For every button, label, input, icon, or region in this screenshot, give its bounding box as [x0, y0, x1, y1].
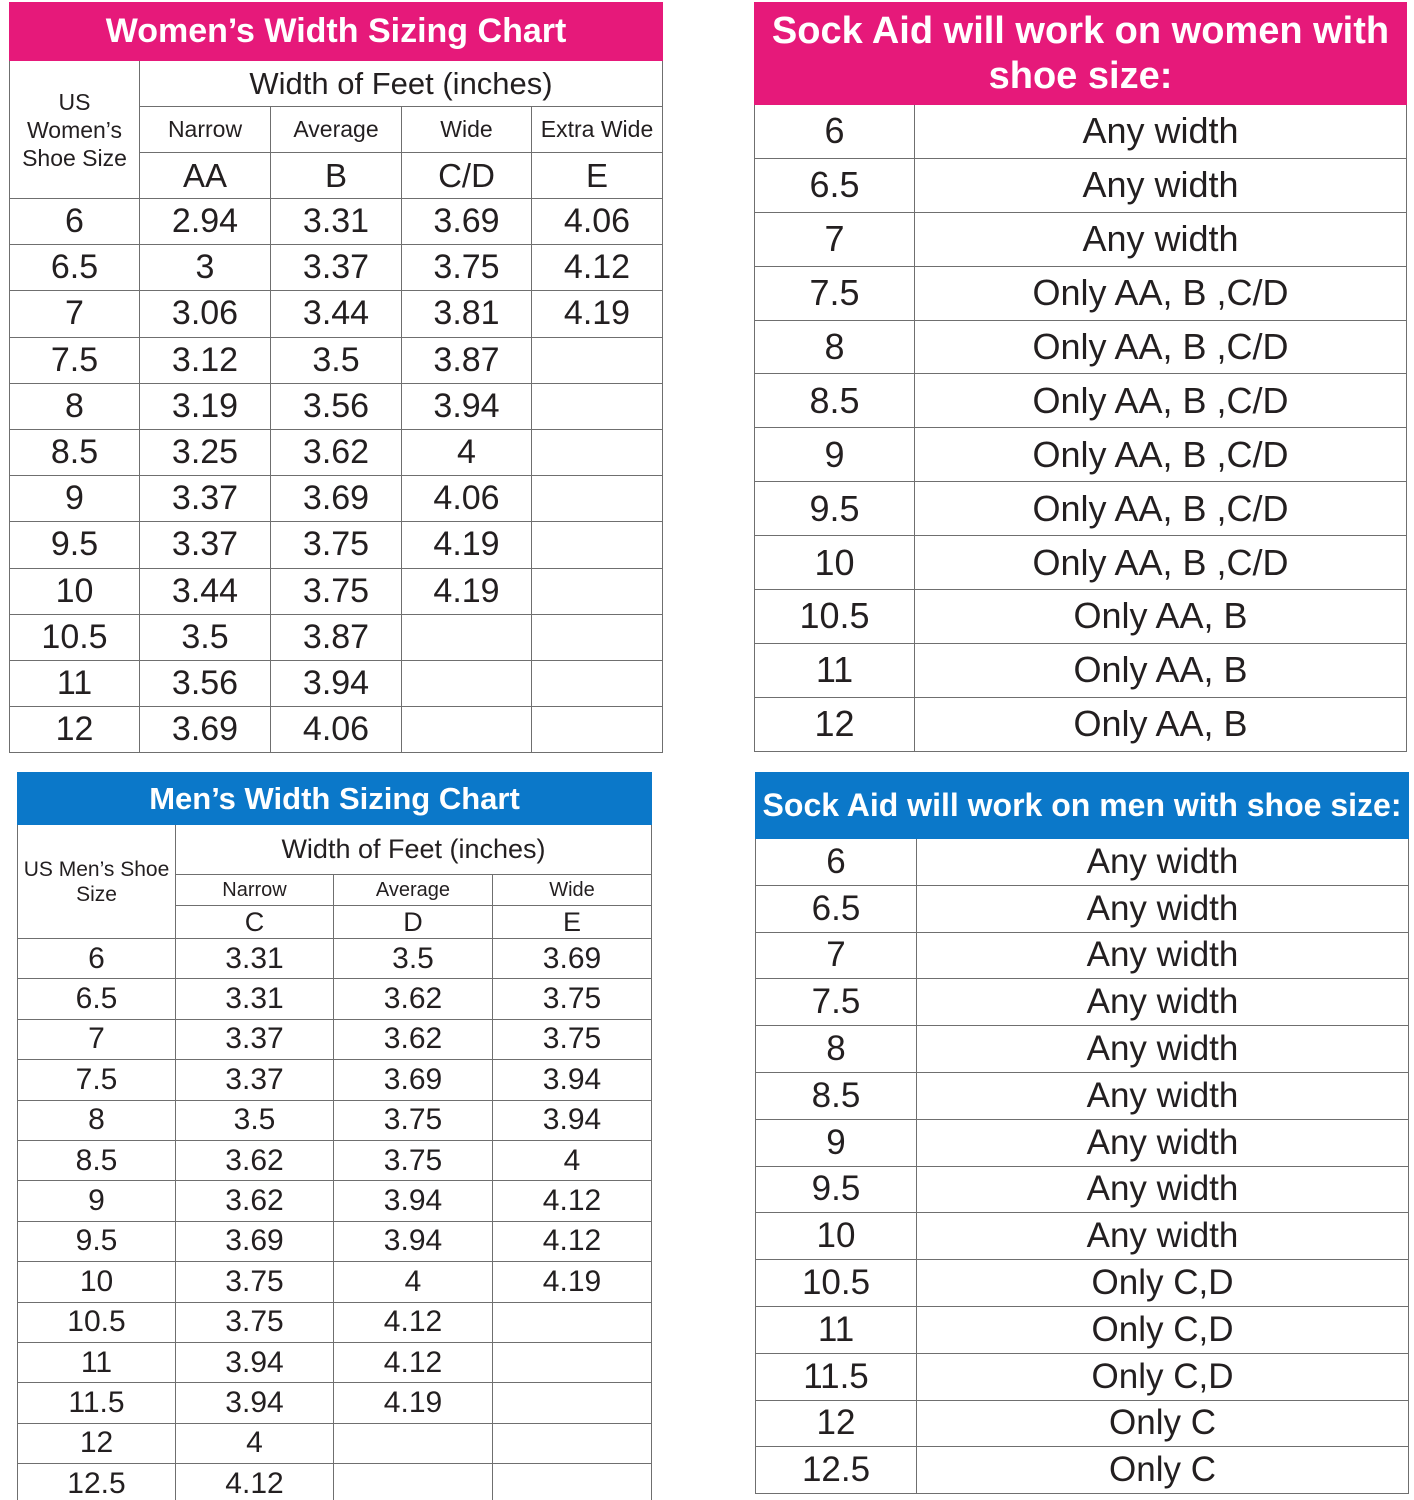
- value-cell: Any width: [917, 1026, 1409, 1073]
- size-cell: 9.5: [756, 1166, 917, 1213]
- size-cell: 8.5: [756, 1072, 917, 1119]
- value-cell: Any width: [915, 212, 1407, 266]
- value-cell: [532, 337, 663, 383]
- value-cell: Any width: [917, 932, 1409, 979]
- value-cell: [532, 383, 663, 429]
- value-cell: 3.75: [402, 245, 532, 291]
- womens-sock-row: [755, 266, 1407, 320]
- size-cell: 11.5: [756, 1353, 917, 1400]
- mens-sock-row: [756, 1166, 1409, 1213]
- value-cell: 3.75: [271, 568, 402, 614]
- value-cell: [532, 429, 663, 475]
- value-cell: 3.75: [493, 1019, 652, 1059]
- value-cell: 4: [493, 1140, 652, 1180]
- value-cell: 3.87: [271, 614, 402, 660]
- womens-letter-aa: AA: [140, 153, 271, 199]
- value-cell: [493, 1342, 652, 1382]
- value-cell: 3.5: [334, 939, 493, 979]
- value-cell: 3.94: [176, 1342, 334, 1382]
- value-cell: Only C,D: [917, 1260, 1409, 1307]
- womens-sock-aid-table: [754, 2, 1407, 752]
- value-cell: Only C: [917, 1447, 1409, 1494]
- womens-size-header: US Women’s Shoe Size: [10, 61, 140, 199]
- womens-category-wide: Wide: [402, 107, 532, 153]
- size-cell: 12.5: [18, 1464, 176, 1500]
- size-cell: 6: [756, 839, 917, 886]
- size-cell: 12.5: [756, 1447, 917, 1494]
- value-cell: 3.62: [334, 979, 493, 1019]
- womens-sock-row: [755, 590, 1407, 644]
- mens-letter-e: E: [493, 906, 652, 939]
- value-cell: 3.75: [493, 979, 652, 1019]
- size-cell: 9.5: [10, 522, 140, 568]
- size-cell: 8: [10, 383, 140, 429]
- value-cell: 3.75: [334, 1100, 493, 1140]
- value-cell: 3.19: [140, 383, 271, 429]
- mens-sock-row: [756, 979, 1409, 1026]
- value-cell: 3: [140, 245, 271, 291]
- size-cell: 6: [755, 105, 915, 159]
- mens-sock-row: [756, 1306, 1409, 1353]
- value-cell: Only C,D: [917, 1353, 1409, 1400]
- value-cell: 3.56: [271, 383, 402, 429]
- value-cell: [532, 660, 663, 706]
- mens-size-row: [18, 1423, 652, 1463]
- size-cell: 7: [10, 291, 140, 337]
- size-cell: 8.5: [10, 429, 140, 475]
- mens-sock-aid-table: [755, 772, 1409, 1494]
- value-cell: 3.62: [334, 1019, 493, 1059]
- mens-category-average: Average: [334, 875, 493, 906]
- value-cell: Any width: [917, 1166, 1409, 1213]
- size-cell: 10.5: [10, 614, 140, 660]
- size-cell: 11: [18, 1342, 176, 1382]
- size-cell: 6.5: [755, 158, 915, 212]
- value-cell: 3.87: [402, 337, 532, 383]
- value-cell: 4.06: [532, 199, 663, 245]
- value-cell: 3.5: [271, 337, 402, 383]
- size-cell: 6: [10, 199, 140, 245]
- womens-size-row: [10, 337, 663, 383]
- value-cell: 3.31: [271, 199, 402, 245]
- womens-width-sizing-chart: [9, 2, 663, 753]
- size-cell: 8.5: [18, 1140, 176, 1180]
- mens-sock-row: [756, 1260, 1409, 1307]
- value-cell: [402, 707, 532, 753]
- womens-sock-row: [755, 536, 1407, 590]
- womens-width-header: Width of Feet (inches): [140, 61, 663, 107]
- value-cell: 3.37: [140, 522, 271, 568]
- size-cell: 6.5: [18, 979, 176, 1019]
- value-cell: [402, 614, 532, 660]
- mens-width-header: Width of Feet (inches): [176, 825, 652, 875]
- size-cell: 7: [18, 1019, 176, 1059]
- value-cell: 3.81: [402, 291, 532, 337]
- value-cell: [532, 476, 663, 522]
- size-cell: 10: [755, 536, 915, 590]
- size-cell: 12: [10, 707, 140, 753]
- size-cell: 10.5: [755, 590, 915, 644]
- size-cell: 12: [18, 1423, 176, 1463]
- mens-size-row: [18, 1342, 652, 1382]
- size-cell: 9.5: [755, 482, 915, 536]
- value-cell: 4.12: [532, 245, 663, 291]
- mens-sock-row: [756, 1119, 1409, 1166]
- size-cell: 10.5: [756, 1260, 917, 1307]
- size-cell: 11.5: [18, 1383, 176, 1423]
- womens-size-row: [10, 660, 663, 706]
- value-cell: 4.19: [334, 1383, 493, 1423]
- value-cell: 3.94: [334, 1221, 493, 1261]
- value-cell: Any width: [915, 158, 1407, 212]
- value-cell: 3.5: [140, 614, 271, 660]
- value-cell: 3.69: [402, 199, 532, 245]
- womens-sock-row: [755, 374, 1407, 428]
- value-cell: Only AA, B ,C/D: [915, 320, 1407, 374]
- mens-size-row: [18, 979, 652, 1019]
- mens-sock-row: [756, 1447, 1409, 1494]
- value-cell: [532, 614, 663, 660]
- mens-size-row: [18, 1302, 652, 1342]
- value-cell: 3.31: [176, 979, 334, 1019]
- value-cell: 3.37: [140, 476, 271, 522]
- mens-category-wide: Wide: [493, 875, 652, 906]
- size-cell: 8.5: [755, 374, 915, 428]
- value-cell: 3.25: [140, 429, 271, 475]
- value-cell: 3.94: [402, 383, 532, 429]
- mens-sock-row: [756, 1072, 1409, 1119]
- mens-chart-title: Men’s Width Sizing Chart: [18, 773, 652, 825]
- value-cell: 4.19: [402, 522, 532, 568]
- value-cell: 3.94: [176, 1383, 334, 1423]
- mens-size-row: [18, 1464, 652, 1500]
- value-cell: [532, 707, 663, 753]
- mens-letter-d: D: [334, 906, 493, 939]
- value-cell: Any width: [917, 885, 1409, 932]
- size-cell: 7.5: [756, 979, 917, 1026]
- value-cell: 4.12: [493, 1221, 652, 1261]
- womens-size-row: [10, 245, 663, 291]
- value-cell: 4: [402, 429, 532, 475]
- value-cell: [334, 1464, 493, 1500]
- value-cell: [493, 1423, 652, 1463]
- womens-sock-row: [755, 482, 1407, 536]
- mens-category-narrow: Narrow: [176, 875, 334, 906]
- womens-sock-row: [755, 212, 1407, 266]
- mens-size-row: [18, 1181, 652, 1221]
- womens-sock-row: [755, 697, 1407, 751]
- mens-size-row: [18, 1060, 652, 1100]
- value-cell: 4.06: [402, 476, 532, 522]
- size-cell: 8: [755, 320, 915, 374]
- value-cell: 4: [176, 1423, 334, 1463]
- womens-size-row: [10, 199, 663, 245]
- value-cell: Only AA, B ,C/D: [915, 536, 1407, 590]
- value-cell: 3.37: [271, 245, 402, 291]
- mens-size-header: US Men’s Shoe Size: [18, 825, 176, 939]
- size-cell: 8: [18, 1100, 176, 1140]
- size-cell: 7: [755, 212, 915, 266]
- size-cell: 9: [18, 1181, 176, 1221]
- value-cell: 4.12: [334, 1342, 493, 1382]
- size-cell: 7.5: [18, 1060, 176, 1100]
- value-cell: 4.06: [271, 707, 402, 753]
- womens-size-row: [10, 429, 663, 475]
- womens-category-extra-wide: Extra Wide: [532, 107, 663, 153]
- size-cell: 11: [755, 643, 915, 697]
- mens-letter-c: C: [176, 906, 334, 939]
- value-cell: 2.94: [140, 199, 271, 245]
- value-cell: [493, 1383, 652, 1423]
- value-cell: 4.12: [334, 1302, 493, 1342]
- value-cell: [402, 660, 532, 706]
- mens-sock-row: [756, 839, 1409, 886]
- womens-size-row: [10, 614, 663, 660]
- value-cell: 3.69: [176, 1221, 334, 1261]
- womens-sock-row: [755, 643, 1407, 697]
- mens-sock-row: [756, 1026, 1409, 1073]
- womens-letter-cd: C/D: [402, 153, 532, 199]
- value-cell: 4.12: [493, 1181, 652, 1221]
- size-cell: 7: [756, 932, 917, 979]
- value-cell: Only AA, B: [915, 697, 1407, 751]
- value-cell: [334, 1423, 493, 1463]
- womens-category-narrow: Narrow: [140, 107, 271, 153]
- value-cell: [532, 522, 663, 568]
- womens-sock-aid-title: Sock Aid will work on women with shoe size:: [755, 3, 1407, 105]
- value-cell: 3.69: [271, 476, 402, 522]
- value-cell: 3.94: [334, 1181, 493, 1221]
- value-cell: 3.12: [140, 337, 271, 383]
- value-cell: Any width: [917, 1213, 1409, 1260]
- value-cell: 3.56: [140, 660, 271, 706]
- size-cell: 12: [756, 1400, 917, 1447]
- mens-size-row: [18, 1019, 652, 1059]
- size-cell: 6: [18, 939, 176, 979]
- size-cell: 12: [755, 697, 915, 751]
- size-cell: 10: [10, 568, 140, 614]
- size-cell: 11: [10, 660, 140, 706]
- value-cell: 3.62: [176, 1140, 334, 1180]
- mens-sock-row: [756, 885, 1409, 932]
- value-cell: Only AA, B: [915, 643, 1407, 697]
- mens-size-row: [18, 939, 652, 979]
- value-cell: 3.62: [176, 1181, 334, 1221]
- womens-sock-row: [755, 320, 1407, 374]
- value-cell: 3.94: [271, 660, 402, 706]
- size-cell: 6.5: [10, 245, 140, 291]
- value-cell: Any width: [917, 839, 1409, 886]
- womens-sock-row: [755, 428, 1407, 482]
- value-cell: 3.69: [493, 939, 652, 979]
- value-cell: 4.19: [402, 568, 532, 614]
- womens-size-row: [10, 291, 663, 337]
- value-cell: 3.06: [140, 291, 271, 337]
- womens-category-average: Average: [271, 107, 402, 153]
- value-cell: Only C,D: [917, 1306, 1409, 1353]
- size-cell: 10: [18, 1262, 176, 1302]
- womens-size-row: [10, 707, 663, 753]
- womens-letter-b: B: [271, 153, 402, 199]
- mens-sock-row: [756, 1213, 1409, 1260]
- mens-size-row: [18, 1221, 652, 1261]
- value-cell: Any width: [917, 979, 1409, 1026]
- size-cell: 11: [756, 1306, 917, 1353]
- value-cell: 4: [334, 1262, 493, 1302]
- mens-width-sizing-chart: [17, 772, 652, 1500]
- value-cell: 3.37: [176, 1060, 334, 1100]
- mens-sock-row: [756, 1400, 1409, 1447]
- value-cell: 3.44: [271, 291, 402, 337]
- value-cell: 3.37: [176, 1019, 334, 1059]
- value-cell: [493, 1464, 652, 1500]
- value-cell: 3.94: [493, 1100, 652, 1140]
- value-cell: Only AA, B: [915, 590, 1407, 644]
- value-cell: 3.44: [140, 568, 271, 614]
- mens-size-row: [18, 1383, 652, 1423]
- mens-sock-row: [756, 932, 1409, 979]
- size-cell: 9: [756, 1119, 917, 1166]
- size-cell: 7.5: [755, 266, 915, 320]
- size-cell: 6.5: [756, 885, 917, 932]
- mens-size-row: [18, 1100, 652, 1140]
- value-cell: 4.19: [493, 1262, 652, 1302]
- value-cell: 3.69: [334, 1060, 493, 1100]
- value-cell: 3.75: [334, 1140, 493, 1180]
- value-cell: Only C: [917, 1400, 1409, 1447]
- womens-sock-row: [755, 105, 1407, 159]
- womens-letter-e: E: [532, 153, 663, 199]
- womens-chart-title: Women’s Width Sizing Chart: [10, 3, 663, 61]
- value-cell: [532, 568, 663, 614]
- value-cell: 3.31: [176, 939, 334, 979]
- value-cell: 3.75: [176, 1302, 334, 1342]
- value-cell: 3.75: [271, 522, 402, 568]
- value-cell: Only AA, B ,C/D: [915, 482, 1407, 536]
- value-cell: 3.5: [176, 1100, 334, 1140]
- womens-sock-row: [755, 158, 1407, 212]
- value-cell: Any width: [917, 1119, 1409, 1166]
- value-cell: 3.94: [493, 1060, 652, 1100]
- size-cell: 7.5: [10, 337, 140, 383]
- value-cell: Only AA, B ,C/D: [915, 428, 1407, 482]
- size-cell: 8: [756, 1026, 917, 1073]
- size-cell: 9: [755, 428, 915, 482]
- size-cell: 10: [756, 1213, 917, 1260]
- mens-size-row: [18, 1140, 652, 1180]
- womens-size-row: [10, 568, 663, 614]
- value-cell: 3.75: [176, 1262, 334, 1302]
- value-cell: Only AA, B ,C/D: [915, 266, 1407, 320]
- value-cell: [493, 1302, 652, 1342]
- womens-size-row: [10, 522, 663, 568]
- womens-size-row: [10, 383, 663, 429]
- value-cell: 3.69: [140, 707, 271, 753]
- size-cell: 9: [10, 476, 140, 522]
- value-cell: Any width: [915, 105, 1407, 159]
- value-cell: 4.12: [176, 1464, 334, 1500]
- mens-size-row: [18, 1262, 652, 1302]
- mens-sock-row: [756, 1353, 1409, 1400]
- value-cell: 4.19: [532, 291, 663, 337]
- womens-size-row: [10, 476, 663, 522]
- size-cell: 10.5: [18, 1302, 176, 1342]
- value-cell: Only AA, B ,C/D: [915, 374, 1407, 428]
- size-cell: 9.5: [18, 1221, 176, 1261]
- value-cell: 3.62: [271, 429, 402, 475]
- value-cell: Any width: [917, 1072, 1409, 1119]
- mens-sock-aid-title: Sock Aid will work on men with shoe size:: [756, 773, 1409, 839]
